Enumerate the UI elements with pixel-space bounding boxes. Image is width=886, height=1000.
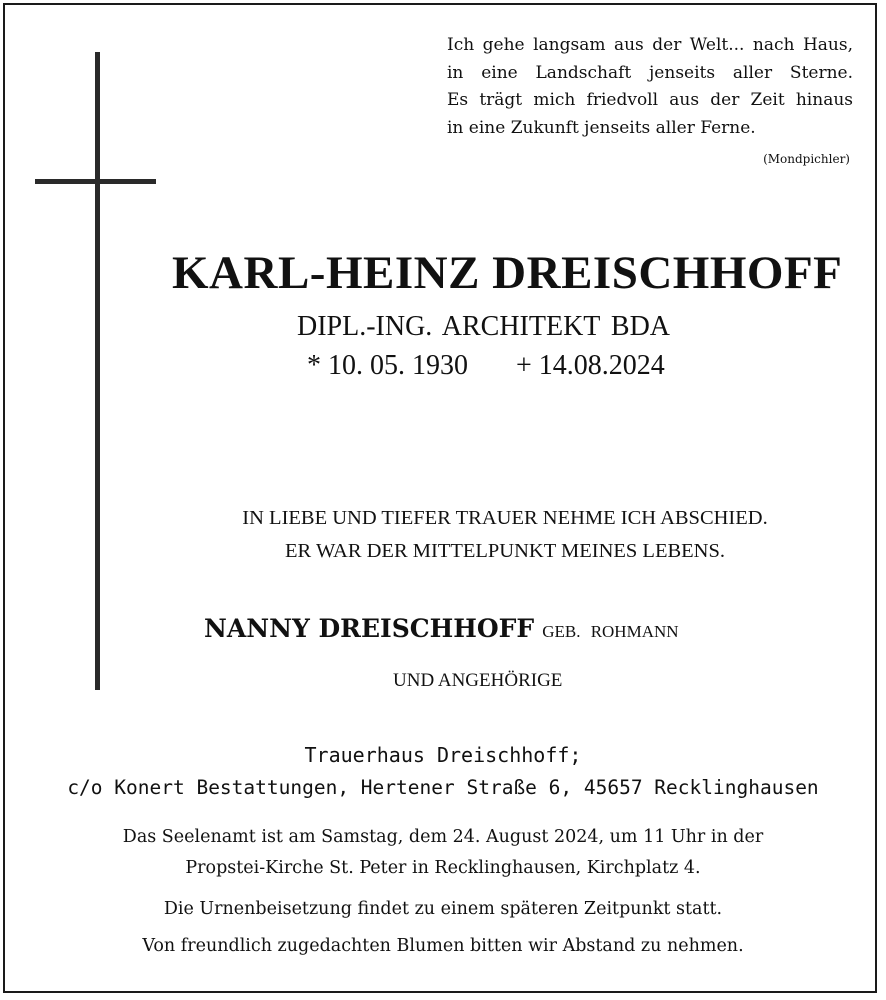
address-line-2: c/o Konert Bestattungen, Hertener Straße 6, 45657 Recklinghausen [67, 776, 819, 799]
cross-horizontal-bar [35, 179, 156, 184]
birth-date: * 10. 05. 1930 [307, 350, 468, 381]
poem-line: Ich gehe langsam aus der Welt... nach Haus, [447, 35, 853, 55]
mourner [204, 614, 679, 643]
cross-vertical-bar [95, 52, 100, 690]
death-date: + 14.08.2024 [516, 350, 665, 381]
poem [447, 32, 853, 142]
poem-source: (Mondpichler) [763, 152, 850, 166]
service-info-line-1: Das Seelenamt ist am Samstag, dem 24. August 2024, um 11 Uhr in der [122, 827, 764, 847]
deceased-title: DIPL.-ING. ARCHITEKT BDA [297, 311, 671, 342]
urn-info: Die Urnenbeisetzung findet zu einem späteren Zeitpunkt statt. [163, 899, 723, 919]
relatives: UND ANGEHÖRIGE [393, 670, 563, 691]
flowers-info: Von freundlich zugedachten Blumen bitten wir Abstand zu nehmen. [142, 936, 744, 956]
address-line-1: Trauerhaus Dreischhoff; [304, 743, 582, 767]
poem-line: in eine Landschaft jenseits aller Sterne. [447, 62, 853, 83]
farewell-line-1: IN LIEBE UND TIEFER TRAUER NEHME ICH ABSCHIED. [242, 507, 768, 529]
farewell-line-2: ER WAR DER MITTELPUNKT MEINES LEBENS. [285, 540, 725, 562]
poem-line: in eine Zukunft jenseits aller Ferne. [447, 117, 756, 138]
mourner-maiden-name: GEB. ROHMANN [542, 622, 679, 641]
life-dates [307, 350, 665, 382]
poem-line: Es trägt mich friedvoll aus der Zeit hinaus [447, 90, 853, 110]
mourner-name: NANNY DREISCHHOFF [204, 614, 535, 643]
service-info-line-2: Propstei-Kirche St. Peter in Recklinghausen, Kirchplatz 4. [185, 858, 701, 878]
deceased-name: KARL-HEINZ DREISCHHOFF [172, 247, 843, 299]
